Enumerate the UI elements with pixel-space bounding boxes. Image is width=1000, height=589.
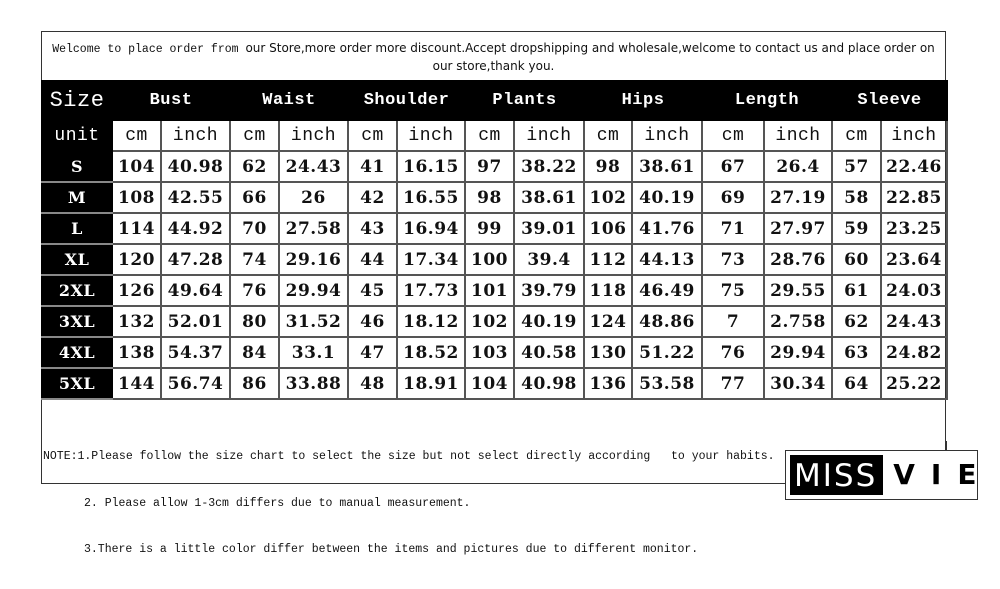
table-cell: 41.76	[632, 213, 702, 244]
table-cell: 22.46	[881, 151, 947, 182]
size-label: 3XL	[42, 306, 112, 337]
table-cell: 104	[465, 368, 514, 399]
table-cell: 124	[584, 306, 632, 337]
brand-logo-vie: VIE	[893, 458, 993, 491]
table-cell: 29.94	[279, 275, 348, 306]
table-cell: 70	[230, 213, 279, 244]
unit-cm: cm	[465, 120, 514, 151]
table-cell: 63	[832, 337, 881, 368]
table-cell: 40.98	[514, 368, 584, 399]
table-cell: 42.55	[161, 182, 230, 213]
table-row	[42, 368, 947, 399]
table-cell: 29.94	[764, 337, 832, 368]
table-cell: 71	[702, 213, 764, 244]
table-cell: 76	[230, 275, 279, 306]
table-cell: 61	[832, 275, 881, 306]
note-2: 2. Please allow 1-3cm differs due to manual measurement.	[84, 496, 471, 510]
table-cell: 132	[112, 306, 161, 337]
table-cell: 102	[465, 306, 514, 337]
table-cell: 103	[465, 337, 514, 368]
table-cell: 29.16	[279, 244, 348, 275]
category-hips: Hips	[584, 81, 702, 120]
table-cell: 120	[112, 244, 161, 275]
unit-cm: cm	[230, 120, 279, 151]
table-cell: 16.15	[397, 151, 465, 182]
table-cell: 18.12	[397, 306, 465, 337]
table-cell: 66	[230, 182, 279, 213]
table-cell: 114	[112, 213, 161, 244]
table-cell: 53.58	[632, 368, 702, 399]
category-bust: Bust	[112, 81, 230, 120]
size-label: 4XL	[42, 337, 112, 368]
table-cell: 86	[230, 368, 279, 399]
table-cell: 17.73	[397, 275, 465, 306]
table-cell: 38.61	[514, 182, 584, 213]
table-cell: 23.25	[881, 213, 947, 244]
table-cell: 58	[832, 182, 881, 213]
category-waist: Waist	[230, 81, 348, 120]
table-cell: 27.97	[764, 213, 832, 244]
unit-header: unit	[42, 120, 112, 151]
table-cell: 47.28	[161, 244, 230, 275]
table-cell: 26	[279, 182, 348, 213]
table-cell: 48	[348, 368, 397, 399]
table-cell: 28.76	[764, 244, 832, 275]
table-cell: 42	[348, 182, 397, 213]
table-cell: 59	[832, 213, 881, 244]
table-cell: 40.19	[632, 182, 702, 213]
unit-inch: inch	[161, 120, 230, 151]
note-3: 3.There is a little color differ between the items and pictures due to different monitor.	[84, 543, 699, 556]
table-cell: 46	[348, 306, 397, 337]
unit-row	[42, 120, 947, 151]
table-cell: 130	[584, 337, 632, 368]
table-cell: 75	[702, 275, 764, 306]
table-cell: 84	[230, 337, 279, 368]
table-cell: 98	[584, 151, 632, 182]
table-cell: 33.88	[279, 368, 348, 399]
table-cell: 98	[465, 182, 514, 213]
table-cell: 52.01	[161, 306, 230, 337]
category-length: Length	[702, 81, 832, 120]
size-label: S	[42, 151, 112, 182]
table-cell: 26.4	[764, 151, 832, 182]
table-row	[42, 306, 947, 337]
welcome-banner	[42, 32, 945, 81]
welcome-text-part2: our Store,more order more discount.Accept dropshipping and wholesale,welcome to contact us and place order on our store,thank you.	[245, 41, 935, 73]
table-cell: 47	[348, 337, 397, 368]
unit-inch: inch	[514, 120, 584, 151]
category-shoulder: Shoulder	[348, 81, 465, 120]
table-cell: 45	[348, 275, 397, 306]
size-rows	[42, 151, 947, 399]
table-cell: 73	[702, 244, 764, 275]
table-cell: 62	[230, 151, 279, 182]
unit-cm: cm	[348, 120, 397, 151]
size-label: 5XL	[42, 368, 112, 399]
table-cell: 136	[584, 368, 632, 399]
unit-inch: inch	[764, 120, 832, 151]
table-cell: 40.58	[514, 337, 584, 368]
table-cell: 138	[112, 337, 161, 368]
unit-cm: cm	[584, 120, 632, 151]
table-cell: 80	[230, 306, 279, 337]
table-cell: 48.86	[632, 306, 702, 337]
table-cell: 24.43	[881, 306, 947, 337]
table-cell: 40.98	[161, 151, 230, 182]
welcome-text-part1: Welcome to place order from	[52, 43, 246, 56]
table-cell: 16.94	[397, 213, 465, 244]
table-cell: 60	[832, 244, 881, 275]
table-cell: 7	[702, 306, 764, 337]
size-header: Size	[42, 81, 112, 120]
table-cell: 97	[465, 151, 514, 182]
table-cell: 27.58	[279, 213, 348, 244]
table-cell: 44.13	[632, 244, 702, 275]
table-cell: 112	[584, 244, 632, 275]
table-cell: 144	[112, 368, 161, 399]
brand-logo	[785, 450, 993, 500]
table-cell: 126	[112, 275, 161, 306]
category-header-row	[42, 81, 947, 120]
table-cell: 31.52	[279, 306, 348, 337]
table-cell: 22.85	[881, 182, 947, 213]
table-cell: 24.03	[881, 275, 947, 306]
notes-section	[42, 418, 945, 589]
table-cell: 33.1	[279, 337, 348, 368]
unit-cm: cm	[702, 120, 764, 151]
table-cell: 64	[832, 368, 881, 399]
table-cell: 56.74	[161, 368, 230, 399]
size-label: L	[42, 213, 112, 244]
table-cell: 104	[112, 151, 161, 182]
table-cell: 38.61	[632, 151, 702, 182]
table-cell: 44.92	[161, 213, 230, 244]
size-label: 2XL	[42, 275, 112, 306]
unit-cm: cm	[832, 120, 881, 151]
table-cell: 100	[465, 244, 514, 275]
table-cell: 76	[702, 337, 764, 368]
table-cell: 24.82	[881, 337, 947, 368]
table-cell: 106	[584, 213, 632, 244]
table-cell: 44	[348, 244, 397, 275]
table-cell: 16.55	[397, 182, 465, 213]
table-cell: 27.19	[764, 182, 832, 213]
table-cell: 18.91	[397, 368, 465, 399]
table-cell: 25.22	[881, 368, 947, 399]
unit-cm: cm	[112, 120, 161, 151]
table-cell: 24.43	[279, 151, 348, 182]
brand-logo-miss: MISS	[790, 455, 883, 495]
table-cell: 102	[584, 182, 632, 213]
table-row	[42, 244, 947, 275]
table-row	[42, 151, 947, 182]
table-cell: 18.52	[397, 337, 465, 368]
size-table	[41, 80, 948, 400]
table-cell: 17.34	[397, 244, 465, 275]
category-sleeve: Sleeve	[832, 81, 947, 120]
table-cell: 43	[348, 213, 397, 244]
table-cell: 69	[702, 182, 764, 213]
unit-inch: inch	[881, 120, 947, 151]
table-row	[42, 275, 947, 306]
note-1: NOTE:1.Please follow the size chart to select the size but not select directly according to your habits.	[43, 450, 775, 463]
table-cell: 57	[832, 151, 881, 182]
unit-inch: inch	[279, 120, 348, 151]
table-row	[42, 182, 947, 213]
table-cell: 29.55	[764, 275, 832, 306]
table-cell: 49.64	[161, 275, 230, 306]
table-cell: 46.49	[632, 275, 702, 306]
table-cell: 39.01	[514, 213, 584, 244]
table-cell: 77	[702, 368, 764, 399]
table-cell: 40.19	[514, 306, 584, 337]
table-cell: 39.79	[514, 275, 584, 306]
table-cell: 101	[465, 275, 514, 306]
table-cell: 23.64	[881, 244, 947, 275]
category-plants: Plants	[465, 81, 584, 120]
table-cell: 108	[112, 182, 161, 213]
table-cell: 99	[465, 213, 514, 244]
table-cell: 38.22	[514, 151, 584, 182]
table-cell: 67	[702, 151, 764, 182]
table-cell: 51.22	[632, 337, 702, 368]
table-cell: 54.37	[161, 337, 230, 368]
size-label: XL	[42, 244, 112, 275]
table-cell: 118	[584, 275, 632, 306]
table-cell: 2.758	[764, 306, 832, 337]
unit-inch: inch	[397, 120, 465, 151]
unit-inch: inch	[632, 120, 702, 151]
table-row	[42, 213, 947, 244]
table-cell: 74	[230, 244, 279, 275]
size-label: M	[42, 182, 112, 213]
table-cell: 62	[832, 306, 881, 337]
table-cell: 41	[348, 151, 397, 182]
table-cell: 30.34	[764, 368, 832, 399]
table-row	[42, 337, 947, 368]
table-cell: 39.4	[514, 244, 584, 275]
